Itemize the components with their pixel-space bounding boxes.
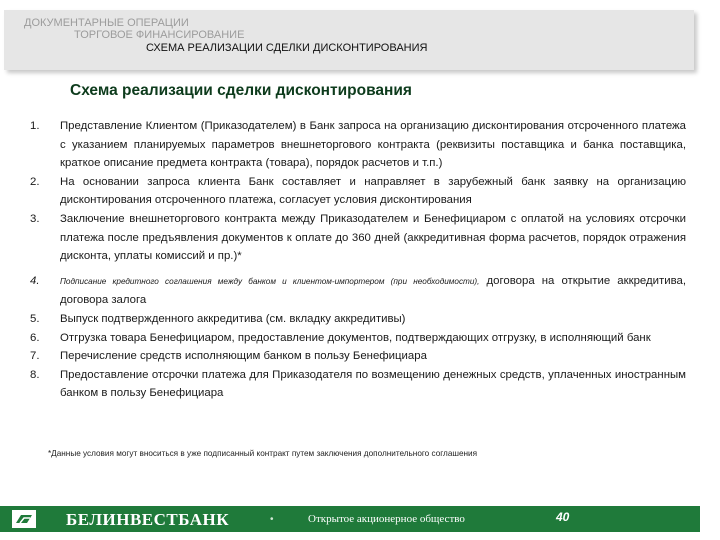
step-number: 6. (30, 331, 40, 344)
step-number: 8. (30, 368, 40, 381)
breadcrumb-subsection: ТОРГОВОЕ ФИНАНСИРОВАНИЕ (74, 29, 245, 41)
breadcrumb-section: ДОКУМЕНТАРНЫЕ ОПЕРАЦИИ (24, 17, 189, 29)
step-text: Заключение внешнеторгового контракта между Приказодателем и Бенефициаром с оплатой на условиях отсрочки платежа после предъявления документов к оплате до 360 дней (аккредитивная форма расчетов, порядок отражения дисконта, уплаты комиссий и пр.)* (60, 212, 686, 263)
list-item (30, 366, 686, 403)
page-number: 40 (556, 510, 570, 524)
company-type: Открытое акционерное общество (308, 513, 465, 525)
step-text: Предоставление отсрочки платежа для Приказодателя по возмещению денежных средств, уплаченных иностранным банком в пользу Бенефициара (60, 368, 686, 400)
bank-name: БЕЛИНВЕСТБАНК (66, 510, 230, 529)
steps-list (30, 117, 686, 403)
step-number: 1. (30, 120, 40, 132)
footer-bar (0, 506, 700, 532)
step-number: 3. (30, 212, 40, 225)
step-number: 2. (30, 175, 40, 188)
list-item (30, 347, 686, 366)
step-text: Отгрузка товара Бенефициаром, предоставление документов, подтверждающих отгрузку, в исполняющий банк (60, 331, 651, 344)
step-number: 4. (30, 274, 40, 287)
list-item (30, 117, 686, 173)
page-title: Схема реализации сделки дисконтирования (70, 82, 412, 99)
step-text: Перечисление средств исполняющим банком в пользу Бенефициара (60, 350, 427, 363)
list-item (30, 272, 686, 310)
step-text-wrapper (60, 272, 686, 310)
step-text: Представление Клиентом (Приказодателем) в Банк запроса на организацию дисконтирования отсроченного платежа с указанием планируемых параметров внешнеторгового контракта (реквизиты поставщика и банка поставщика, краткое описание предмета контракта (товара), порядок расчетов и т.п.) (60, 120, 686, 170)
list-item (30, 173, 686, 210)
separator-dot: • (270, 514, 274, 525)
list-item (30, 329, 686, 348)
step-number: 7. (30, 350, 40, 363)
bank-logo-icon (12, 510, 36, 528)
step-number: 5. (30, 312, 40, 325)
breadcrumb-current: СХЕМА РЕАЛИЗАЦИИ СДЕЛКИ ДИСКОНТИРОВАНИЯ (146, 42, 428, 54)
footnote: *Данные условия могут вноситься в уже подписанный контракт путем заключения дополнительного соглашения (48, 449, 478, 458)
list-item (30, 210, 686, 266)
step-text: договора на открытие аккредитива, договора залога (60, 274, 686, 307)
step-text: Выпуск подтвержденного аккредитива (см. вкладку аккредитивы) (60, 312, 406, 325)
step-text-italic: Подписание кредитного соглашения между банком и клиентом-импортером (при необходимости), (60, 276, 480, 286)
list-item (30, 310, 686, 329)
step-text: На основании запроса клиента Банк составляет и направляет в зарубежный банк заявку на организацию дисконтирования отсроченного платежа, согласует условия дисконтирования (60, 175, 686, 207)
